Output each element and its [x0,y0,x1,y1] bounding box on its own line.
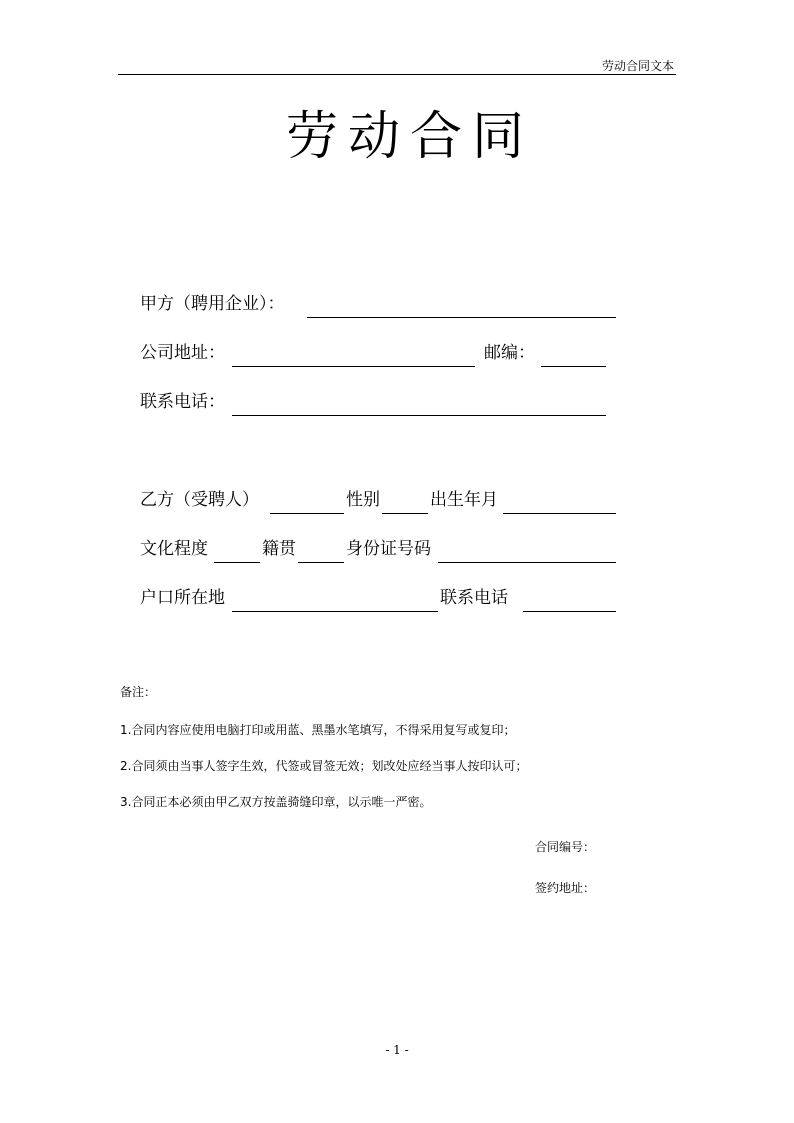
header-label: 劳动合同文本 [601,59,674,73]
page-number: - 1 - [385,1043,409,1057]
party-b-label: 乙方（受聘人） [140,490,259,510]
note-item: 2.合同须由当事人签字生效，代签或冒签无效；划改处应经当事人按印认可； [120,759,528,773]
party-a-phone-field[interactable] [232,415,606,416]
gender-label: 性别 [346,490,380,510]
note-item: 1.合同内容应使用电脑打印或用蓝、黑墨水笔填写，不得采用复写或复印； [120,723,516,737]
sign-place-label: 签约地址： [535,881,596,895]
company-address-label: 公司地址： [140,343,225,363]
residence-field[interactable] [232,611,438,612]
party-a-phone-label: 联系电话： [140,392,225,412]
postcode-label: 邮编： [484,343,535,363]
notes-heading: 备注： [120,685,157,699]
contract-number-label: 合同编号： [535,840,596,854]
party-b-phone-field[interactable] [523,611,616,612]
education-field[interactable] [214,562,260,563]
id-number-field[interactable] [438,562,616,563]
postcode-field[interactable] [541,366,606,367]
party-b-name-field[interactable] [270,513,344,514]
party-b-phone-label: 联系电话 [440,588,508,608]
native-place-label: 籍贯 [262,539,296,559]
note-item: 3.合同正本必须由甲乙双方按盖骑缝印章，以示唯一严密。 [120,795,432,809]
birth-date-field[interactable] [503,513,616,514]
page-title: 劳动合同 [285,107,534,167]
residence-label: 户口所在地 [140,588,225,608]
party-a-name-field[interactable] [307,317,616,318]
gender-field[interactable] [382,513,428,514]
company-address-field[interactable] [232,366,475,367]
party-a-label: 甲方（聘用企业）： [140,294,285,314]
birth-date-label: 出生年月 [430,490,498,510]
native-place-field[interactable] [298,562,344,563]
header-divider [118,74,676,75]
education-label: 文化程度 [140,539,208,559]
id-number-label: 身份证号码 [346,539,431,559]
